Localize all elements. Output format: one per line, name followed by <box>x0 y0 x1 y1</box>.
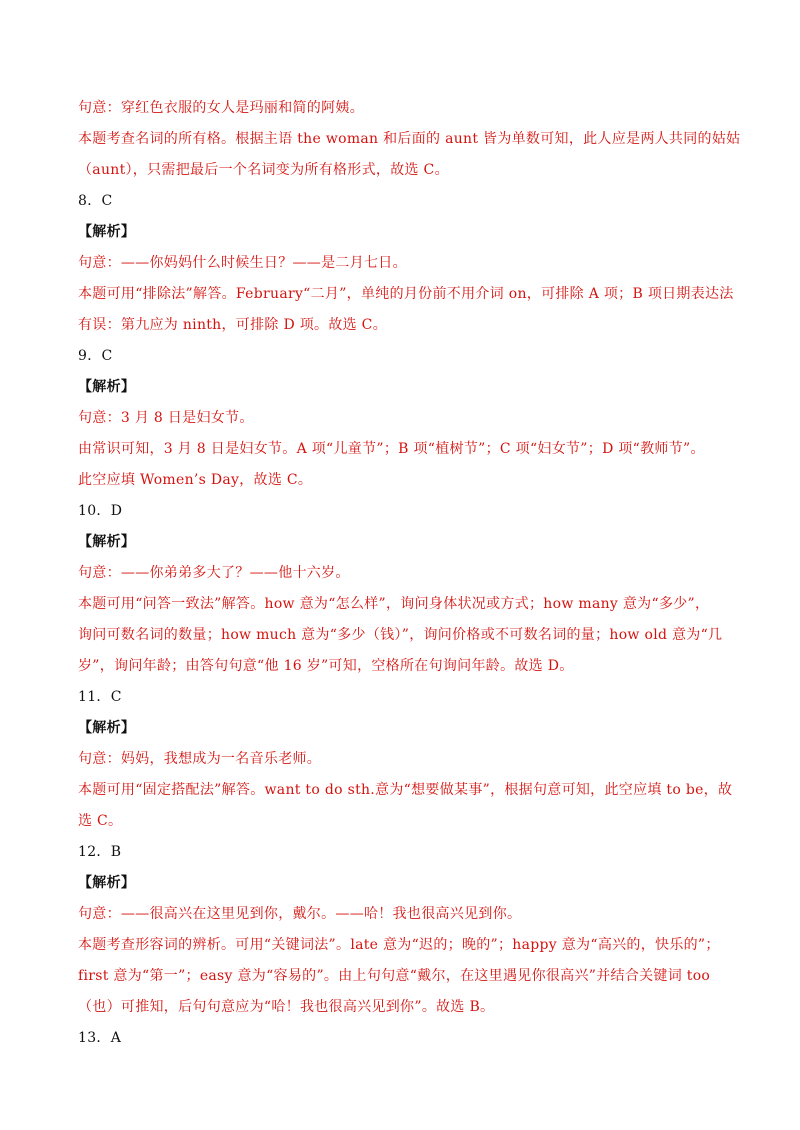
explanation-line: 有误：第九应为 ninth，可排除 D 项。故选 C。 <box>78 317 387 333</box>
analysis-label: 【解析】 <box>78 534 136 550</box>
explanation-line: （也）可推知，后句句意应为“哈！我也很高兴见到你”。故选 B。 <box>78 999 495 1015</box>
explanation-line: 选 C。 <box>78 813 123 829</box>
analysis-label: 【解析】 <box>78 720 136 736</box>
question-number-answer: 8．C <box>78 193 113 209</box>
explanation-line: 此空应填 Women’s Day，故选 C。 <box>78 472 313 488</box>
explanation-line: 句意：——你妈妈什么时候生日？——是二月七日。 <box>78 255 407 271</box>
explanation-line: 句意：——很高兴在这里见到你，戴尔。——哈！我也很高兴见到你。 <box>78 906 522 922</box>
analysis-label: 【解析】 <box>78 224 136 240</box>
explanation-line: 本题可用“排除法”解答。February“二月”，单纯的月份前不用介词 on，可排除 A 项；B 项日期表达法 <box>78 286 734 302</box>
explanation-line: 岁”，询问年龄；由答句句意“他 16 岁”可知，空格所在句询问年龄。故选 D。 <box>78 658 574 674</box>
explanation-line: （aunt），只需把最后一个名词变为所有格形式，故选 C。 <box>78 162 449 178</box>
explanation-line: 句意：3 月 8 日是妇女节。 <box>78 410 254 426</box>
question-number-answer: 13．A <box>78 1030 122 1046</box>
question-number-answer: 12．B <box>78 844 122 860</box>
explanation-line: 句意：——你弟弟多大了？——他十六岁。 <box>78 565 350 581</box>
question-number-answer: 10．D <box>78 503 123 519</box>
explanation-line: 由常识可知，3 月 8 日是妇女节。A 项“儿童节”；B 项“植树节”；C 项“妇女节”；D 项“教师节”。 <box>78 441 705 457</box>
explanation-line: 本题考查名词的所有格。根据主语 the woman 和后面的 aunt 皆为单数可知，此人应是两人共同的姑姑 <box>78 131 741 147</box>
analysis-label: 【解析】 <box>78 875 136 891</box>
explanation-line: 句意：穿红色衣服的女人是玛丽和简的阿姨。 <box>78 100 364 116</box>
analysis-label: 【解析】 <box>78 379 136 395</box>
explanation-line: 询问可数名词的数量；how much 意为“多少（钱）”，询问价格或不可数名词的量；how old 意为“几 <box>78 627 723 643</box>
question-number-answer: 9．C <box>78 348 113 364</box>
explanation-line: 本题可用“固定搭配法”解答。want to do sth.意为“想要做某事”，根据句意可知，此空应填 to be，故 <box>78 782 733 798</box>
explanation-line: 句意：妈妈，我想成为一名音乐老师。 <box>78 751 322 767</box>
question-number-answer: 11．C <box>78 689 122 705</box>
explanation-line: first 意为“第一”；easy 意为“容易的”。由上句句意“戴尔，在这里遇见你很高兴”并结合关键词 too <box>78 968 711 984</box>
explanation-line: 本题可用“问答一致法”解答。how 意为“怎么样”，询问身体状况或方式；how many 意为“多少”， <box>78 596 710 612</box>
explanation-line: 本题考查形容词的辨析。可用“关键词法”。late 意为“迟的；晚的”；happy 意为“高兴的，快乐的”； <box>78 937 720 953</box>
